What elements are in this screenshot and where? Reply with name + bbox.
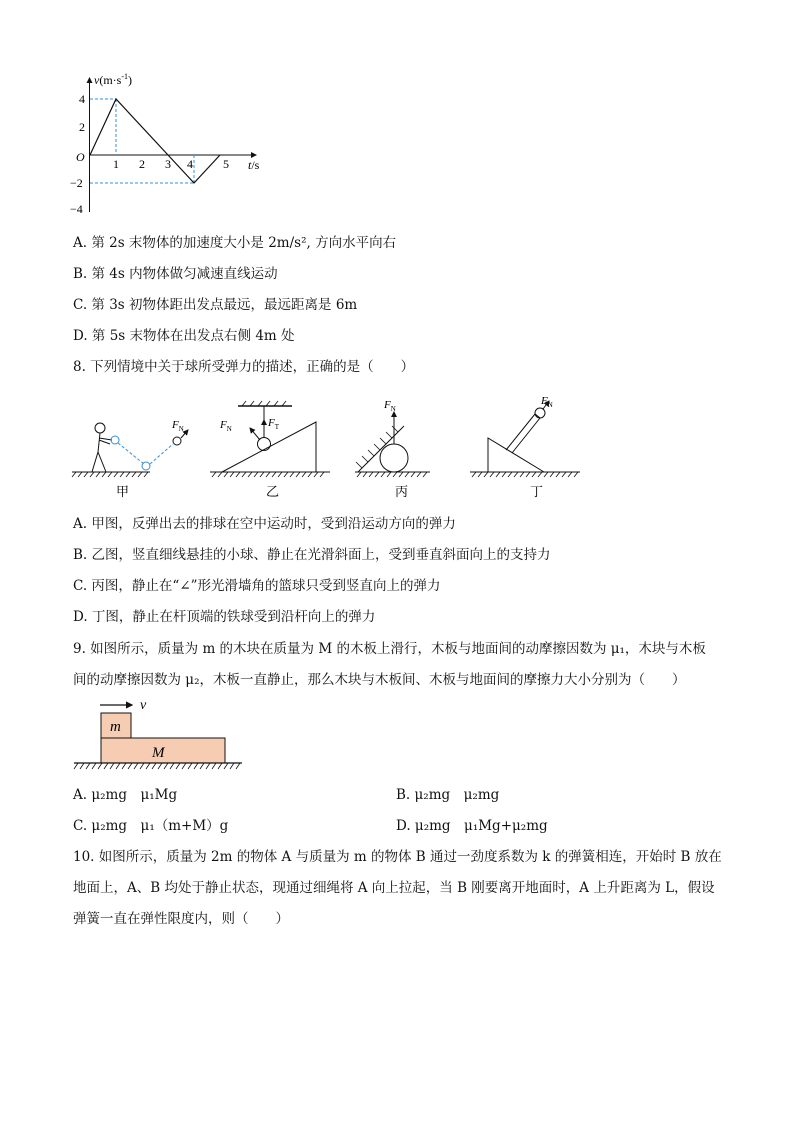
vt-graph (60, 70, 280, 220)
ytick-neg2: −2 (70, 176, 83, 190)
xlabel-unit: /s (251, 158, 260, 172)
xtick-1: 1 (113, 157, 119, 171)
svg-text:FN: $F_N$ (172, 419, 184, 433)
fig-ding (470, 401, 580, 477)
q8-option-a: A. 甲图，反弹出去的排球在空中运动时，受到沿运动方向的弹力 (73, 516, 456, 532)
ytick-4: 4 (79, 92, 85, 106)
svg-text:v(m·s-1) (94, 72, 132, 87)
label-bing: 丙 (395, 484, 409, 499)
velocity-line (90, 99, 220, 183)
label-ding: 丁 (530, 484, 544, 499)
q9-option-b: B. μ₂mg μ₂mg (396, 787, 500, 803)
q9-option-d: D. μ₂mg μ₁Mg+μ₂mg (396, 818, 548, 834)
q10-line-1: 10. 如图所示，质量为 2m 的物体 A 与质量为 m 的物体 B 通过一劲度系数为 k 的弹簧相连，开始时 B 放在 (73, 849, 722, 865)
svg-text:FN: $F_N$ (384, 399, 396, 413)
q9-option-c: C. μ₂mg μ₁（m+M）g (73, 818, 229, 834)
ytick-neg4: −4 (70, 202, 83, 216)
q10-line-2: 地面上，A、B 均处于静止状态，现通过细绳将 A 向上拉起，当 B 刚要离开地面时，A 上升距离为 L，假设 (73, 880, 715, 896)
q8-figures (70, 392, 590, 504)
label-yi: 乙 (266, 484, 280, 499)
ylabel-close: ) (128, 73, 132, 87)
q8-stem: 8. 下列情境中关于球所受弹力的描述，正确的是（ ） (73, 359, 415, 375)
svg-text:t/s (248, 158, 260, 172)
svg-text:FT: $F_T$ (268, 417, 280, 431)
M-label: M (152, 745, 165, 761)
xtick-4: 4 (187, 157, 193, 171)
fig-bing (355, 412, 430, 477)
ylabel-exp: -1 (121, 72, 128, 81)
xtick-2: 2 (139, 157, 145, 171)
q7-option-b: B. 第 4s 内物体做匀减速直线运动 (73, 266, 278, 282)
ylabel-v: v (94, 73, 100, 87)
ylabel-unit: (m·s (99, 73, 122, 87)
q8-option-b: B. 乙图，竖直细线悬挂的小球、静止在光滑斜面上，受到垂直斜面向上的支持力 (73, 547, 551, 563)
q9-figure (72, 694, 247, 776)
q7-option-d: D. 第 5s 末物体在出发点右侧 4m 处 (73, 328, 295, 344)
xlabel-t: t (248, 158, 252, 172)
xtick-3: 3 (165, 157, 171, 171)
q8-option-d: D. 丁图，静止在杆顶端的铁球受到沿杆向上的弹力 (73, 609, 376, 625)
q9-stem-1: 9. 如图所示，质量为 m 的木块在质量为 M 的木板上滑行，木板与地面间的动摩擦因数为 μ₁，木块与木板 (73, 641, 706, 657)
q10-line-3: 弹簧一直在弹性限度内，则（ ） (73, 911, 289, 927)
svg-text:FN: $F_N$ (220, 419, 232, 433)
ytick-2: 2 (79, 120, 85, 134)
q9-option-a: A. μ₂mg μ₁Mg (73, 787, 178, 803)
m-label: m (110, 719, 121, 735)
fig-yi (210, 401, 330, 477)
svg-text:FN: $F_N$ (541, 395, 553, 409)
q9-stem-2: 间的动摩擦因数为 μ₂，木板一直静止，那么木块与木板间、木板与地面间的摩擦力大小分别为（ ） (73, 672, 686, 688)
q7-option-a: A. 第 2s 末物体的加速度大小是 2m/s², 方向水平向右 (73, 235, 397, 251)
origin-label: O (76, 150, 85, 164)
label-jia: 甲 (116, 484, 130, 499)
q8-option-c: C. 丙图，静止在“∠”形光滑墙角的篮球只受到竖直向上的弹力 (73, 578, 441, 594)
fig-jia (72, 423, 188, 477)
xtick-5: 5 (223, 157, 229, 171)
q7-option-c: C. 第 3s 初物体距出发点最远，最远距离是 6m (73, 297, 358, 313)
v-label: v (140, 698, 147, 713)
